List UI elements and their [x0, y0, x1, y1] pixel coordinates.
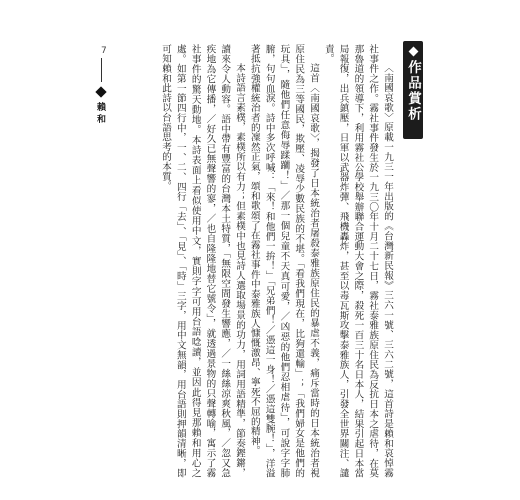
paragraph: 這首〈南國哀歌〉，揭發了日本統治者屠殺泰雅族原住民的暴虐不義，痛斥當時的日本統治者視原住民為三等國民，欺壓、凌辱少數民族的不堪。「看我們現在，比狗還輸」；「我們婦女是他們的玩具」，隨他們任意侮辱蹂躪！」／那一個兒童不天真可愛，／凶惡的他們忍相虐待」，可說字字肺腑，句句血淚。詩中多次呼喊：「來！和他們一拚！」「兄弟們！／憑這一身！／憑這雙腕！」，洋溢著抵抗強權統治者的凜然正氣，頌和歌頌了在霧社事件中泰雅族人慷慨激昂、寧死不屈的精神。	[248, 44, 320, 478]
paragraph: 本詩語言素樸，素樸所以有力；但素樸中也見詩人選取場景的功力，用詞用語精準，節奏鏗鏘，讀來令人動容。語中帶有豐富的台灣本土特質，「無限空間發生響應，／一絲絲涼爽秋風，／忽又急疾地為它傳播，／好久已無聲響的寥，／也自隆隆地替它號令」，就透過景物的只聲轉喻，寓示了霧社事件的驚天動地。本詩表面上看似使用中文，實則字字可用台語唸讀，並因此得見那賴和用心之處。如第一節四行中，一、二、四行「去」、「見」、「時」三字，用中文無韻，用台語則押韻清晰，即可知賴和此詩以台語思考的本質。	[160, 44, 246, 478]
running-head: 賴 和	[97, 103, 107, 125]
paragraph: 〈南國哀歌〉原載一九三一年出版的《台灣新民報》三六一號、三六二號，這首詩是賴和哀悼霧社事件之作。霧社事件發生於一九三〇年十月二十七日，霧社泰雅族原住民為反抗日本之虐待，在莫那魯道的領導下，利用霧社公學校舉辦聯合運動大會之際，殺死一百三十名日本人，結果引起日本當局報復，出兵鎮壓，日軍以武器炸彈、飛機轟炸，甚至以毒瓦斯攻擊泰雅族人，引發全世界關注、譴責。	[322, 44, 393, 478]
diamond-icon	[408, 47, 418, 57]
page-number: 7	[101, 46, 107, 56]
section-heading	[403, 41, 423, 139]
section-heading-text: 作品賞析	[405, 60, 421, 122]
diamond-icon	[95, 86, 106, 97]
body-text	[143, 44, 394, 478]
margin-rule	[101, 58, 102, 82]
